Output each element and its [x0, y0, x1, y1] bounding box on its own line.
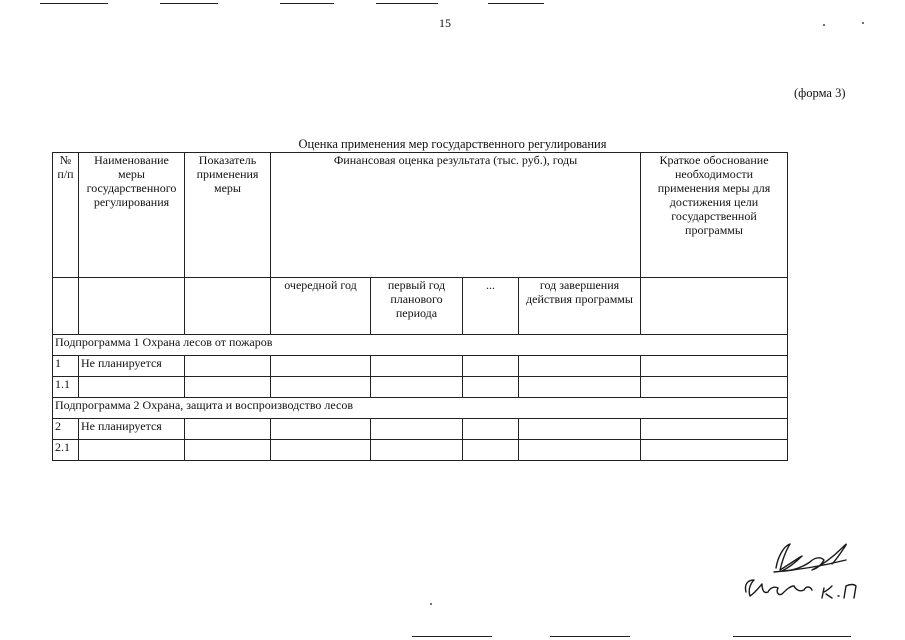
section-title: Подпрограмма 2 Охрана, защита и воспроизводство лесов: [53, 398, 788, 419]
subheader-end-year: год завершения действия программы: [519, 278, 641, 335]
scan-edge-line: [40, 3, 108, 4]
subheader-empty: [79, 278, 185, 335]
subheader-next-year: очередной год: [271, 278, 371, 335]
page-number: 15: [439, 16, 451, 30]
subheader-row: [53, 278, 788, 335]
scan-edge-line: [550, 636, 630, 637]
table-row: [53, 356, 788, 377]
table-cell: [519, 356, 641, 377]
table-row: [53, 377, 788, 398]
scan-edge-line: [160, 3, 218, 4]
subheader-first-plan-year: первый год планового периода: [371, 278, 463, 335]
table-cell: [641, 356, 788, 377]
table-cell: [519, 419, 641, 440]
table-cell: [463, 419, 519, 440]
row-measure-name: Не планируется: [79, 419, 185, 440]
scan-edge-line: [412, 636, 492, 637]
row-num: 1: [53, 356, 79, 377]
table-row: [53, 440, 788, 461]
subheader-empty: [185, 278, 271, 335]
subheader-empty: [53, 278, 79, 335]
section-row: [53, 335, 788, 356]
table-cell: [463, 356, 519, 377]
row-measure-name: [79, 377, 185, 398]
table-cell: [271, 440, 371, 461]
table-cell: [641, 440, 788, 461]
scan-edge-line: [280, 3, 334, 4]
table-cell: [371, 356, 463, 377]
handwritten-signature: [738, 540, 868, 610]
table-cell: [271, 419, 371, 440]
header-indicator: Показатель применения меры: [185, 153, 271, 278]
table-cell: [641, 419, 788, 440]
header-measure-name: Наименование меры государственного регулирования: [79, 153, 185, 278]
table-cell: [371, 419, 463, 440]
header-justification: Краткое обоснование необходимости применения меры для достижения цели государственной программы: [641, 153, 788, 278]
table-cell: [519, 440, 641, 461]
table-cell: [185, 356, 271, 377]
table-cell: [463, 440, 519, 461]
table-cell: [185, 440, 271, 461]
table-cell: [463, 377, 519, 398]
table-cell: [371, 440, 463, 461]
section-row: [53, 398, 788, 419]
table-cell: [185, 377, 271, 398]
table-cell: [185, 419, 271, 440]
row-num: 1.1: [53, 377, 79, 398]
table-row: [53, 419, 788, 440]
subheader-empty: [641, 278, 788, 335]
table-cell: [271, 377, 371, 398]
row-measure-name: Не планируется: [79, 356, 185, 377]
row-measure-name: [79, 440, 185, 461]
document-title: Оценка применения мер государственного регулирования: [298, 137, 607, 151]
row-num: 2: [53, 419, 79, 440]
subheader-ellipsis: ...: [463, 278, 519, 335]
regulation-table: [52, 152, 788, 461]
table-cell: [371, 377, 463, 398]
section-title: Подпрограмма 1 Охрана лесов от пожаров: [53, 335, 788, 356]
header-num: № п/п: [53, 153, 79, 278]
form-label: (форма 3): [794, 86, 846, 100]
scan-edge-line: [376, 3, 438, 4]
table-cell: [519, 377, 641, 398]
scan-speck: [823, 24, 825, 26]
header-row: [53, 153, 788, 278]
scan-speck: [862, 22, 864, 24]
scan-edge-line: [733, 636, 851, 637]
table-cell: [641, 377, 788, 398]
scan-edge-line: [488, 3, 544, 4]
row-num: 2.1: [53, 440, 79, 461]
scan-speck: [430, 603, 432, 605]
header-financial-assessment: Финансовая оценка результата (тыс. руб.), годы: [271, 153, 641, 278]
table-cell: [271, 356, 371, 377]
